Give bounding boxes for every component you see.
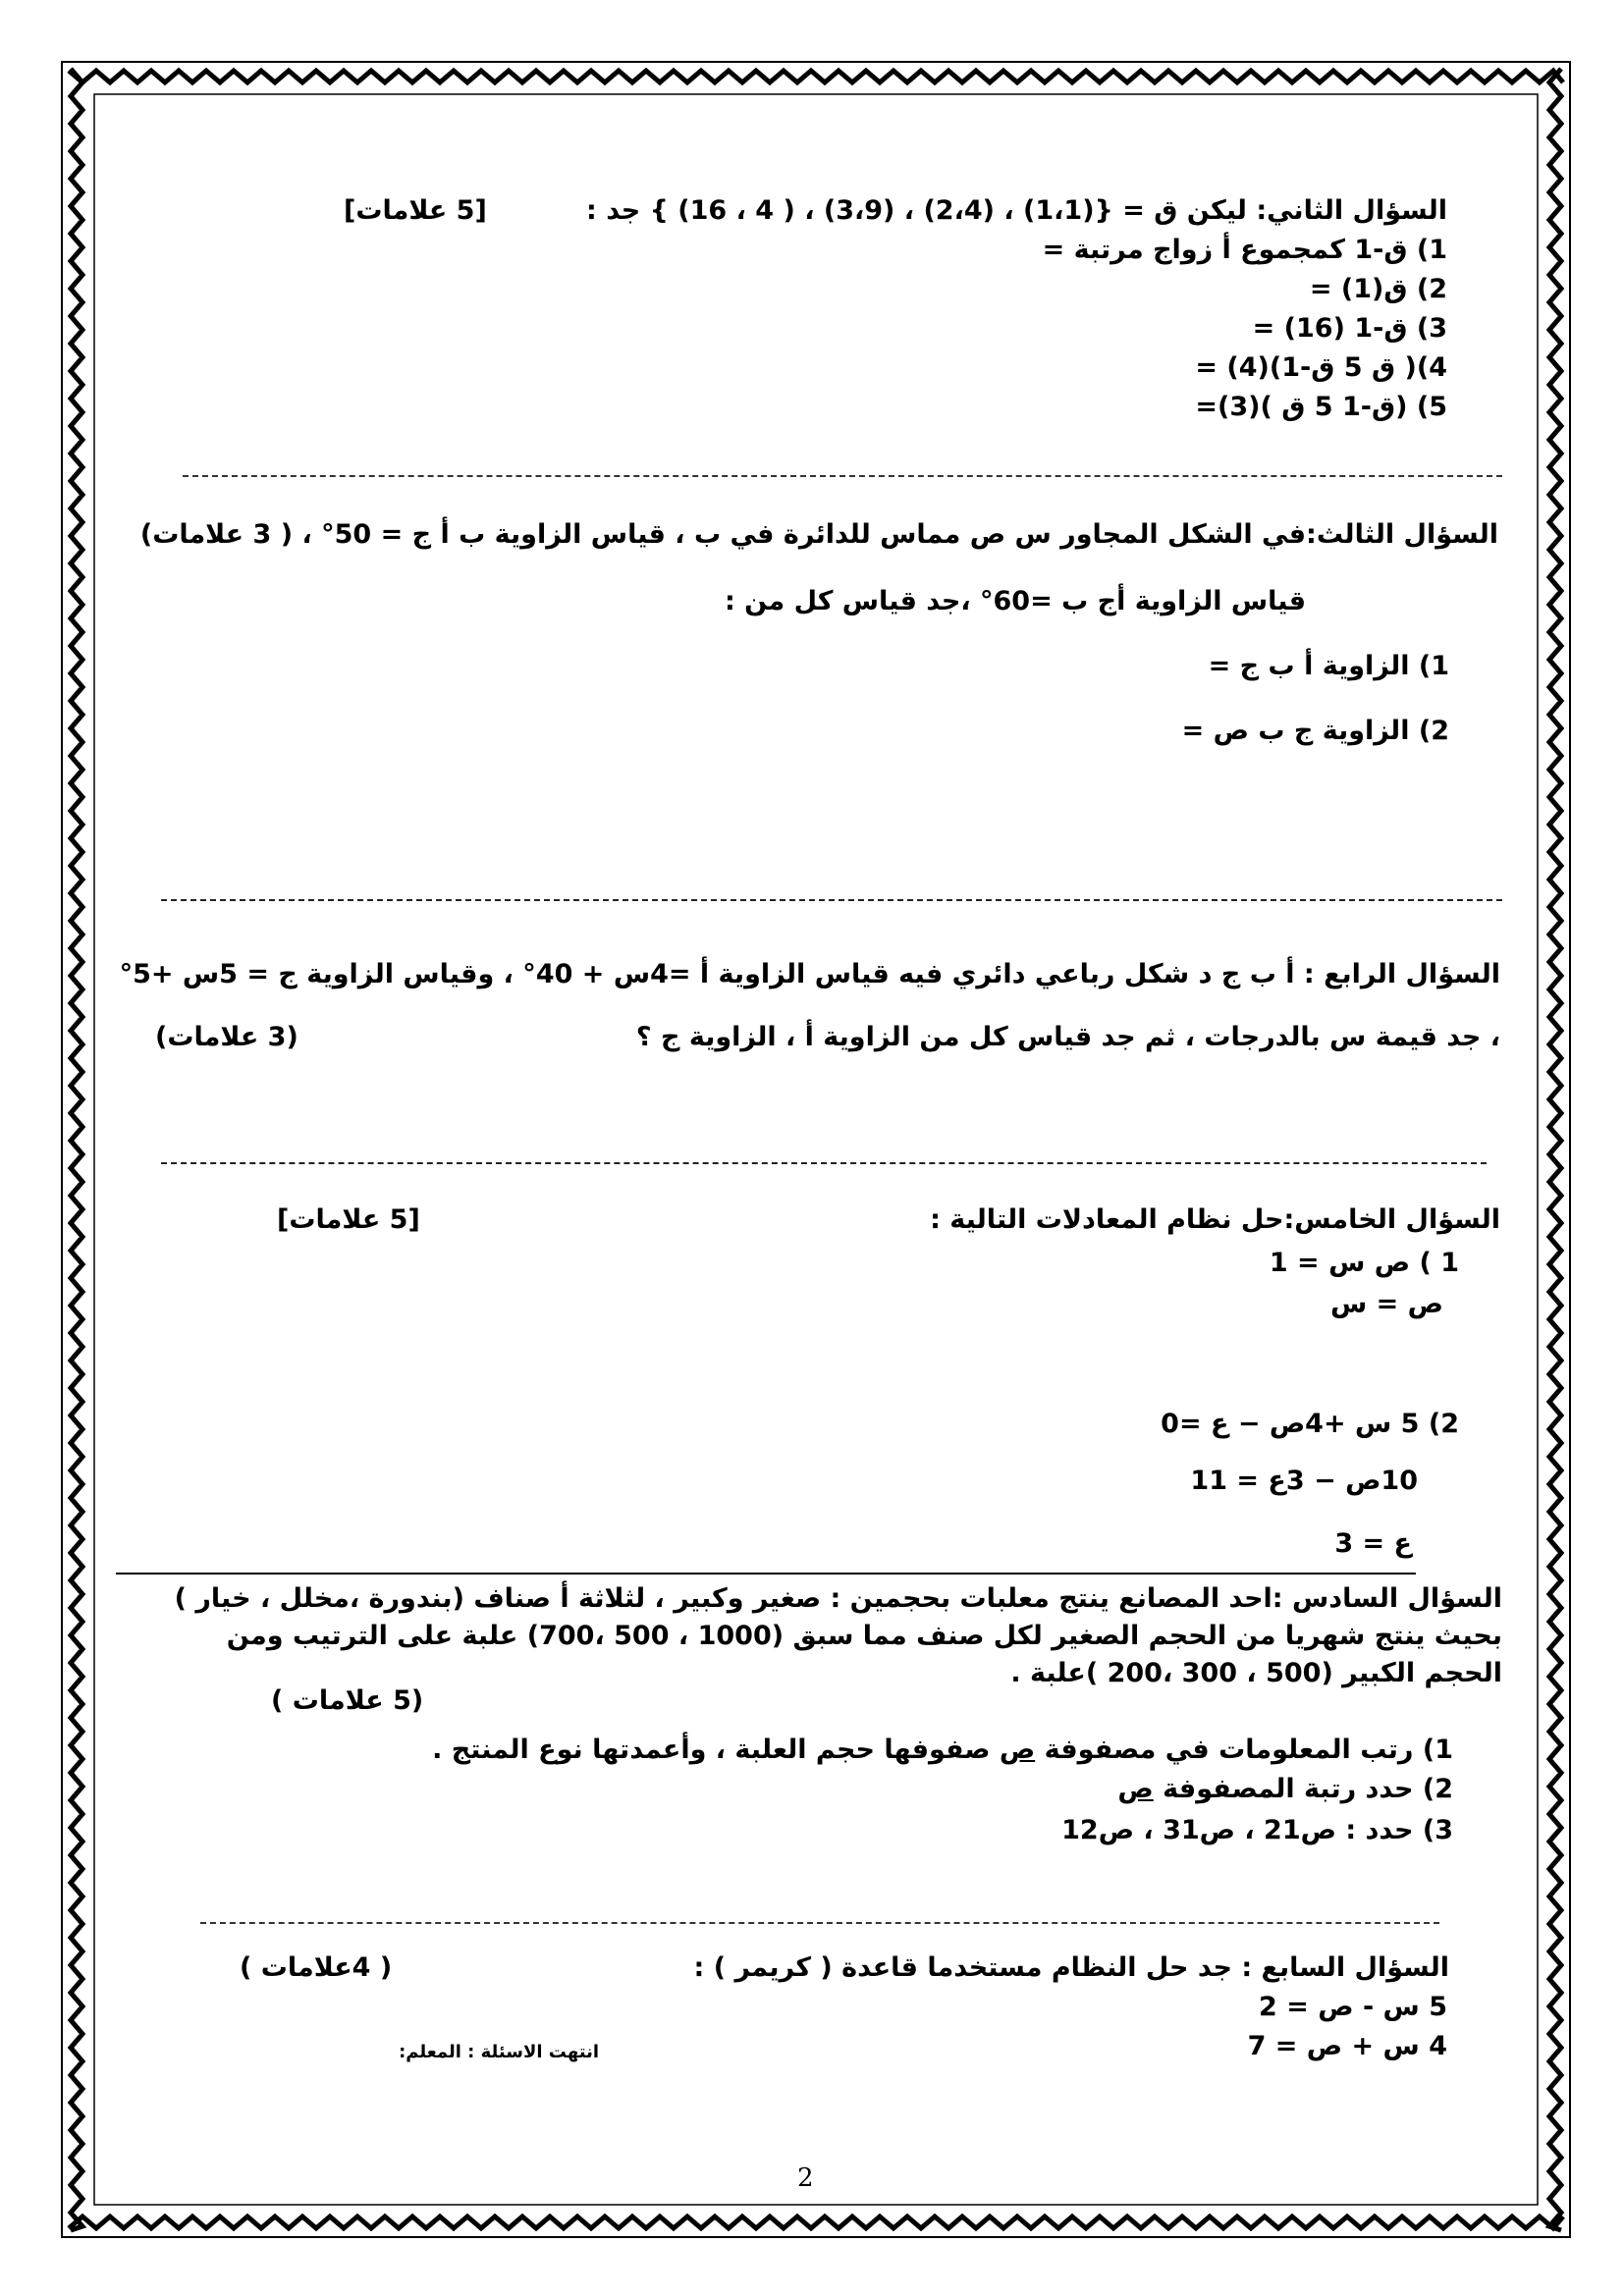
q4-line1: السؤال الرابع : أ ب ج د شكل رباعي دائري فيه قياس الزاوية أ =4س + 40° ، وقياس الزاوية ج = 5س +5° bbox=[119, 959, 1500, 989]
q7-header: السؤال السابع : جد حل النظام مستخدما قاعدة ( كريمر ) : bbox=[693, 1952, 1449, 1983]
q3-item-2: 2) الزاوية ج ب ص = bbox=[1181, 716, 1449, 746]
q7-eq2: 4 س + ص = 7 bbox=[1247, 2031, 1447, 2061]
q7-footer: انتهت الاسئلة : المعلم: bbox=[399, 2042, 599, 2062]
q6-line2: بحيث ينتج شهريا من الحجم الصغير لكل صنف مما سبق (1000 ، 500 ،700) علبة على الترتيب ومن bbox=[226, 1621, 1502, 1651]
q5-eq2c: ع = 3 bbox=[1334, 1528, 1412, 1559]
separator bbox=[200, 1922, 1439, 1924]
q6-item-3: 3) حدد : ص21 ، ص31 ، ص12 bbox=[1061, 1815, 1453, 1845]
q5-eq1a: 1 ) ص س = 1 bbox=[1269, 1248, 1459, 1278]
q5-eq2a: 2) 5 س +4ص − ع =0 bbox=[1161, 1409, 1459, 1439]
separator bbox=[116, 1573, 1416, 1575]
q5-eq2b: 10ص − 3ع = 11 bbox=[1190, 1466, 1418, 1496]
q5-marks: [5 علامات] bbox=[277, 1204, 420, 1235]
q6-item-1: 1) رتب المعلومات في مصفوفة ص صفوفها حجم العلبة ، وأعمدتها نوع المنتج . bbox=[432, 1735, 1453, 1765]
q2-header: السؤال الثاني: ليكن ق = {(1،1) ، (2،4) ، (3،9) ، ( 4 ، 16) } جد : bbox=[586, 195, 1447, 226]
separator bbox=[161, 1162, 1487, 1164]
q5-eq1b: ص = س bbox=[1329, 1289, 1443, 1319]
q2-item-3: 3) ق-1 (16) = bbox=[1252, 313, 1447, 344]
q2-item-2: 2) ق(1) = bbox=[1309, 274, 1447, 304]
q2-item-5: 5) (ق-1 5 ق )(3)= bbox=[1195, 392, 1447, 422]
q3-line2: قياس الزاوية أج ب =60° ،جد قياس كل من : bbox=[724, 586, 1306, 616]
q2-marks: [5 علامات] bbox=[344, 195, 487, 226]
q6-item-2: 2) حدد رتبة المصفوفة ص bbox=[1117, 1774, 1453, 1804]
separator bbox=[161, 899, 1502, 901]
q6-marks: (5 علامات ) bbox=[271, 1685, 424, 1716]
q6-line1: السؤال السادس :احد المصانع ينتج معلبات بحجمين : صغير وكبير ، لثلاثة أ صناف (بندورة ،مخلل ، خيار ) bbox=[174, 1583, 1502, 1614]
q3-header: السؤال الثالث:في الشكل المجاور س ص مماس للدائرة في ب ، قياس الزاوية ب أ ج = 50° ، ( 3 علامات) bbox=[139, 519, 1498, 550]
q5-header: السؤال الخامس:حل نظام المعادلات التالية : bbox=[930, 1204, 1500, 1235]
page-number: 2 bbox=[797, 2163, 814, 2193]
q6-line3: الحجم الكبير (500 ، 300 ،200 )علبة . bbox=[1010, 1658, 1502, 1688]
q4-marks: (3 علامات) bbox=[155, 1022, 298, 1052]
separator bbox=[183, 475, 1502, 477]
q2-item-4: 4)( ق 5 ق-1)(4) = bbox=[1195, 352, 1447, 383]
q7-marks: ( 4علامات ) bbox=[240, 1952, 393, 1983]
q4-line2: ، جد قيمة س بالدرجات ، ثم جد قياس كل من الزاوية أ ، الزاوية ج ؟ bbox=[635, 1022, 1500, 1052]
q3-item-1: 1) الزاوية أ ب ج = bbox=[1208, 651, 1449, 681]
q2-item-1: 1) ق-1 كمجموع أ زواج مرتبة = bbox=[1042, 235, 1447, 265]
q7-eq1: 5 س - ص = 2 bbox=[1259, 1992, 1447, 2022]
